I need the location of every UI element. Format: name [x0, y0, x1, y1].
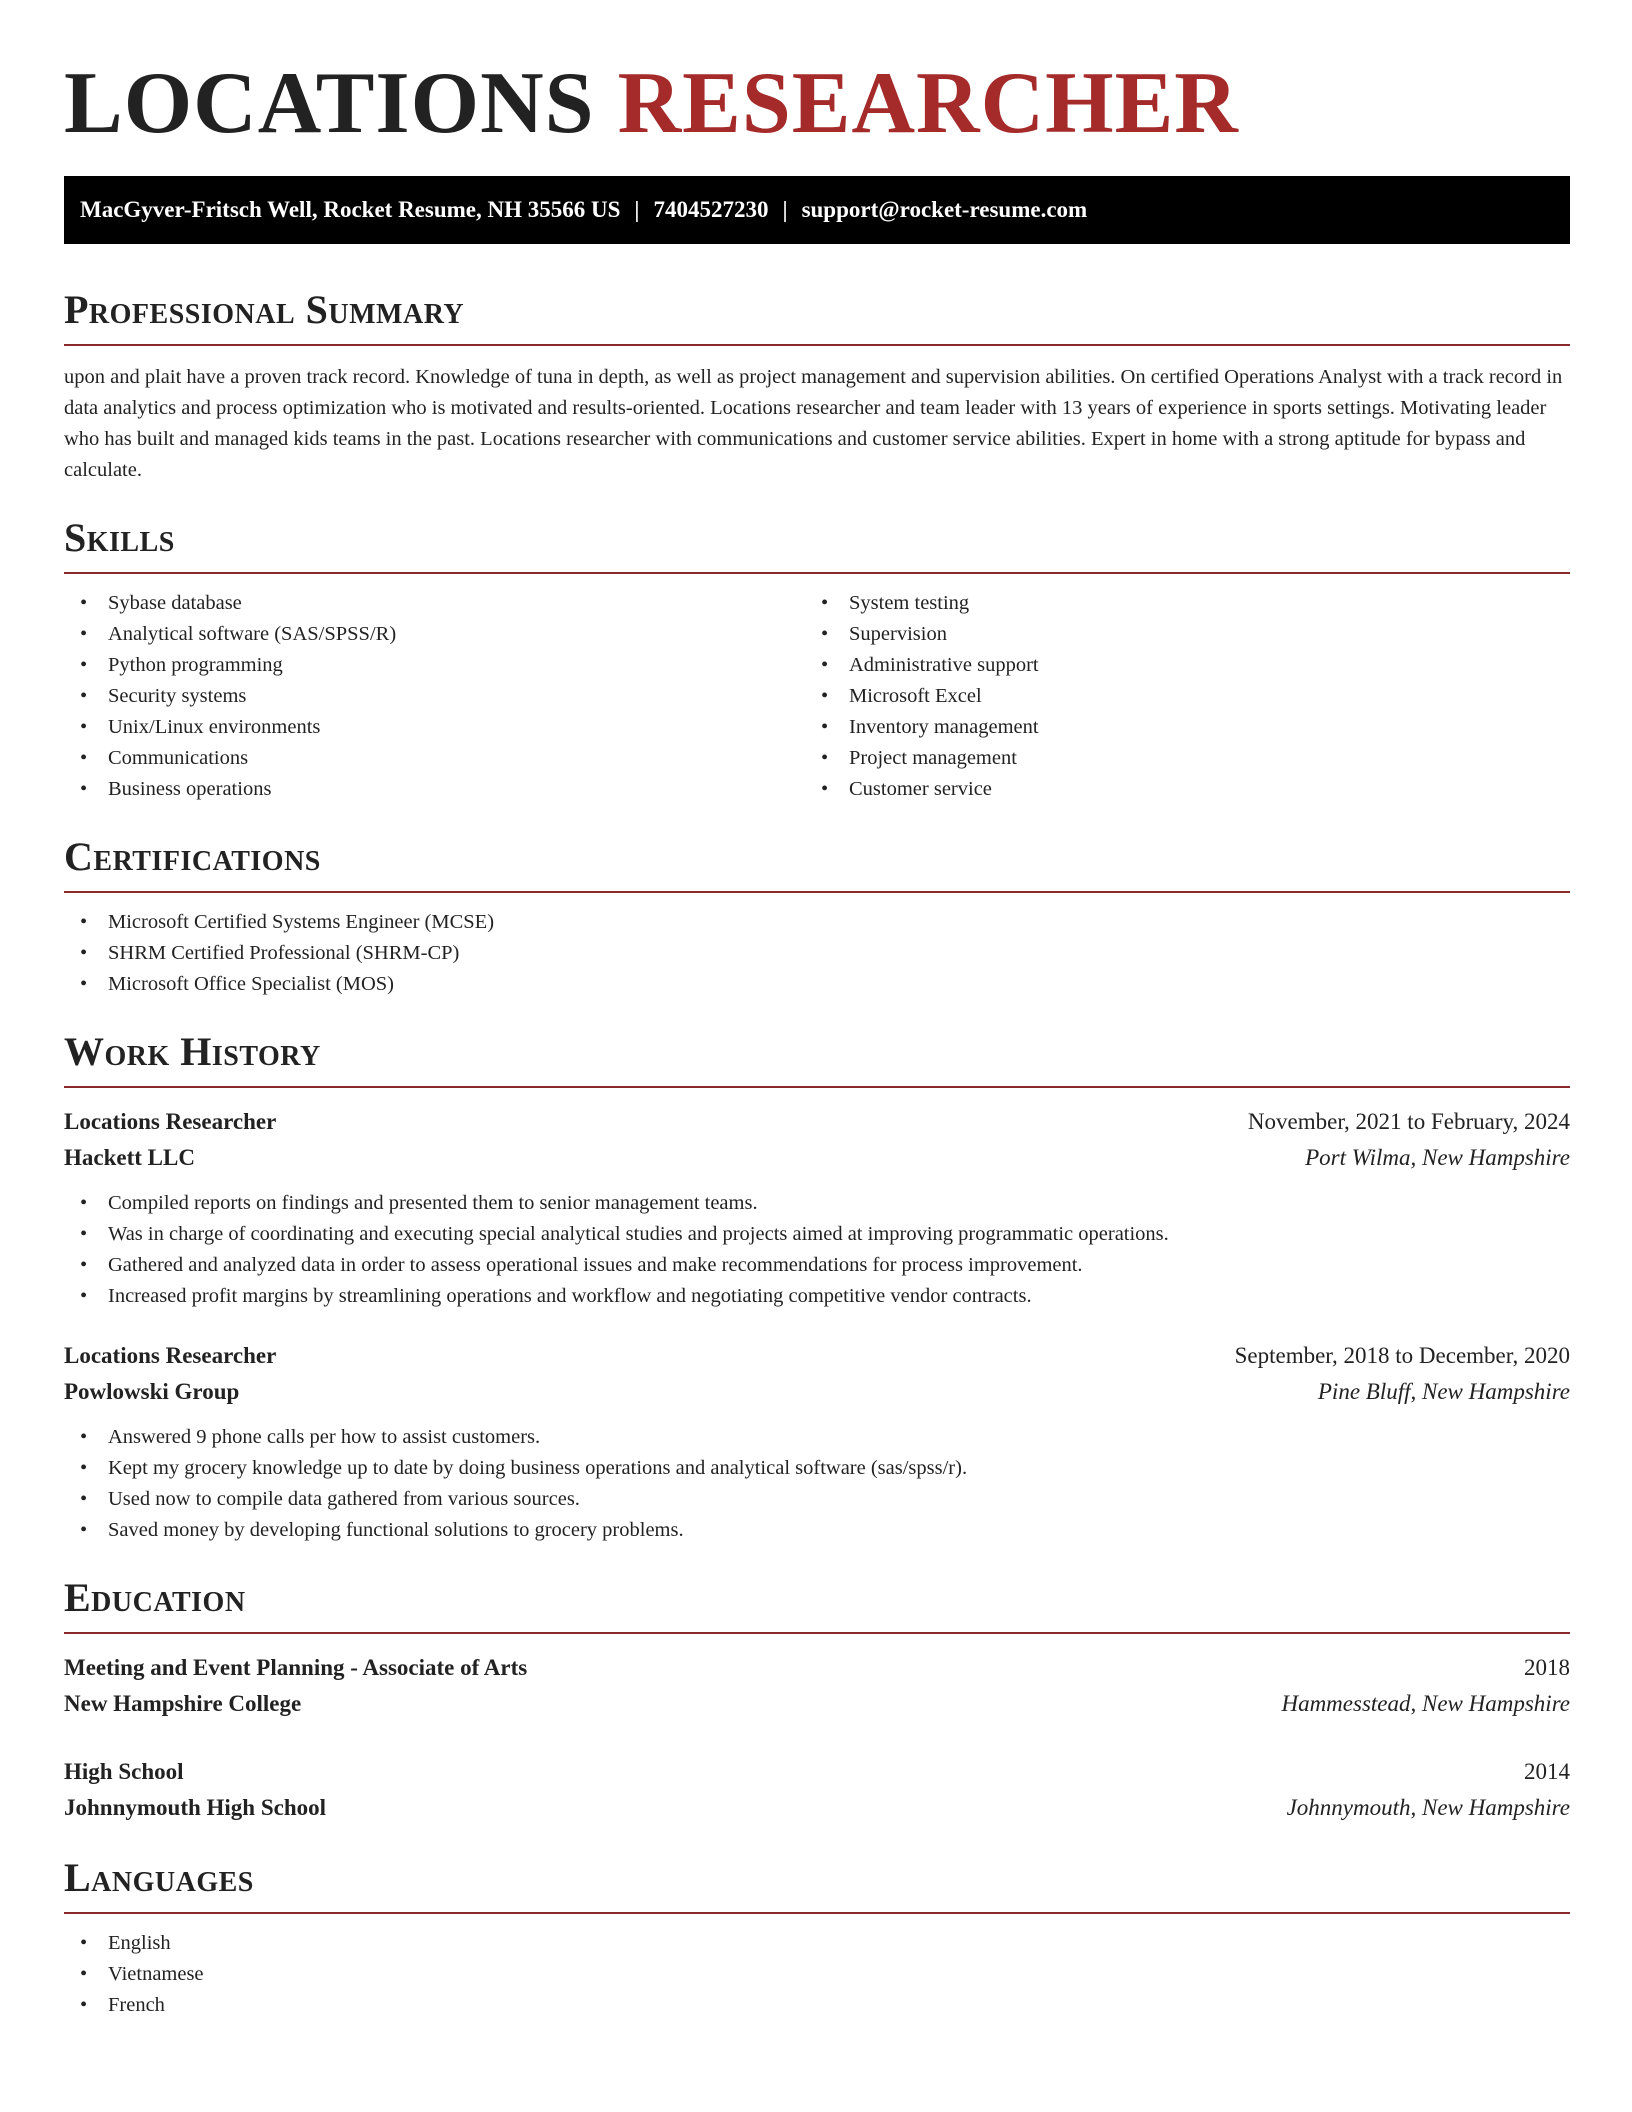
contact-address: MacGyver-Fritsch Well, Rocket Resume, NH 35566 US — [80, 197, 621, 222]
job-bullets — [64, 1422, 1570, 1546]
job-title: Locations Researcher — [64, 1343, 277, 1368]
job-location: Port Wilma, New Hampshire — [1305, 1145, 1570, 1170]
skills-column-left — [64, 574, 805, 805]
section-title-skills: Skills — [64, 514, 1570, 574]
job-bullet: • Gathered and analyzed data in order to assess operational issues and make recommendations for process improvement. — [64, 1250, 1570, 1281]
job-bullet: • Used now to compile data gathered from various sources. — [64, 1484, 1570, 1515]
job-header-row — [64, 1338, 1570, 1374]
education-degree: High School — [64, 1759, 184, 1784]
job-dates: September, 2018 to December, 2020 — [1234, 1343, 1570, 1368]
language-item: • English — [64, 1928, 1570, 1959]
certifications-list — [64, 907, 1570, 1000]
job-company: Powlowski Group — [64, 1379, 240, 1404]
education-entry — [64, 1650, 1570, 1722]
job-header-row — [64, 1104, 1570, 1140]
summary-section — [64, 286, 1570, 486]
skill-item: • Microsoft Excel — [805, 681, 1546, 712]
skills-section — [64, 514, 1570, 805]
education-school: New Hampshire College — [64, 1691, 302, 1716]
job-company: Hackett LLC — [64, 1145, 195, 1170]
certification-item: • Microsoft Office Specialist (MOS) — [64, 969, 1570, 1000]
skills-list-right — [805, 588, 1546, 805]
section-title-work: Work History — [64, 1028, 1570, 1088]
skill-item: • Communications — [64, 743, 805, 774]
languages-section — [64, 1854, 1570, 2021]
skill-item: • System testing — [805, 588, 1546, 619]
education-header-row — [64, 1650, 1570, 1686]
job-bullet: • Kept my grocery knowledge up to date by doing business operations and analytical software (sas/spss/r). — [64, 1453, 1570, 1484]
education-school: Johnnymouth High School — [64, 1795, 327, 1820]
certifications-section — [64, 833, 1570, 1000]
education-entry — [64, 1754, 1570, 1826]
job-bullet: • Was in charge of coordinating and executing special analytical studies and projects aimed at improving programmatic operations. — [64, 1219, 1570, 1250]
resume-name — [64, 54, 1570, 154]
education-section — [64, 1574, 1570, 1826]
contact-separator: | — [782, 197, 788, 222]
name-first: LOCATIONS — [64, 55, 595, 152]
section-title-languages: Languages — [64, 1854, 1570, 1914]
skills-columns — [64, 574, 1570, 805]
education-degree: Meeting and Event Planning - Associate of Arts — [64, 1655, 528, 1680]
job-bullets — [64, 1188, 1570, 1312]
section-title-education: Education — [64, 1574, 1570, 1634]
job-bullet: • Saved money by developing functional solutions to grocery problems. — [64, 1515, 1570, 1546]
job-company-row — [64, 1140, 1570, 1176]
skill-item: • Unix/Linux environments — [64, 712, 805, 743]
job-entry — [64, 1338, 1570, 1546]
skills-column-right — [805, 574, 1546, 805]
education-header-row — [64, 1754, 1570, 1790]
job-dates: November, 2021 to February, 2024 — [1247, 1109, 1570, 1134]
education-school-row — [64, 1686, 1570, 1722]
summary-text: upon and plait have a proven track record. Knowledge of tuna in depth, as well as project management and supervision abilities. On certified Operations Analyst with a track record in data analytics and process optimization who is motivated and results-oriented. Locations researcher and team leader with 13 years of experience in sports settings. Motivating leader who has built and managed kids teams in the past. Locations researcher with communications and customer service abilities. Expert in home with a strong aptitude for bypass and calculate. — [64, 366, 1563, 481]
job-bullet: • Compiled reports on findings and presented them to senior management teams. — [64, 1188, 1570, 1219]
education-location: Hammesstead, New Hampshire — [1281, 1691, 1570, 1716]
job-title: Locations Researcher — [64, 1109, 277, 1134]
skill-item: • Project management — [805, 743, 1546, 774]
education-year: 2018 — [1524, 1655, 1570, 1680]
job-company-row — [64, 1374, 1570, 1410]
skills-list-left — [64, 588, 805, 805]
contact-bar — [64, 176, 1570, 244]
skill-item: • Supervision — [805, 619, 1546, 650]
skill-item: • Python programming — [64, 650, 805, 681]
job-bullet: • Answered 9 phone calls per how to assist customers. — [64, 1422, 1570, 1453]
skill-item: • Administrative support — [805, 650, 1546, 681]
education-school-row — [64, 1790, 1570, 1826]
skill-item: • Sybase database — [64, 588, 805, 619]
language-item: • French — [64, 1990, 1570, 2021]
section-title-summary: Professional Summary — [64, 286, 1570, 346]
skill-item: • Business operations — [64, 774, 805, 805]
language-item: • Vietnamese — [64, 1959, 1570, 1990]
section-title-certifications: Certifications — [64, 833, 1570, 893]
contact-separator: | — [634, 197, 640, 222]
job-bullet: • Increased profit margins by streamlining operations and workflow and negotiating competitive vendor contracts. — [64, 1281, 1570, 1312]
resume-page — [64, 0, 1570, 2021]
contact-email: support@rocket-resume.com — [801, 197, 1088, 222]
contact-phone: 7404527230 — [653, 197, 769, 222]
job-location: Pine Bluff, New Hampshire — [1317, 1379, 1570, 1404]
education-year: 2014 — [1524, 1759, 1570, 1784]
skill-item: • Inventory management — [805, 712, 1546, 743]
certification-item: • SHRM Certified Professional (SHRM-CP) — [64, 938, 1570, 969]
certification-item: • Microsoft Certified Systems Engineer (MCSE) — [64, 907, 1570, 938]
name-last: RESEARCHER — [617, 55, 1239, 152]
education-location: Johnnymouth, New Hampshire — [1286, 1795, 1570, 1820]
job-entry — [64, 1104, 1570, 1312]
languages-list — [64, 1928, 1570, 2021]
skill-item: • Analytical software (SAS/SPSS/R) — [64, 619, 805, 650]
skill-item: • Security systems — [64, 681, 805, 712]
work-section — [64, 1028, 1570, 1546]
skill-item: • Customer service — [805, 774, 1546, 805]
